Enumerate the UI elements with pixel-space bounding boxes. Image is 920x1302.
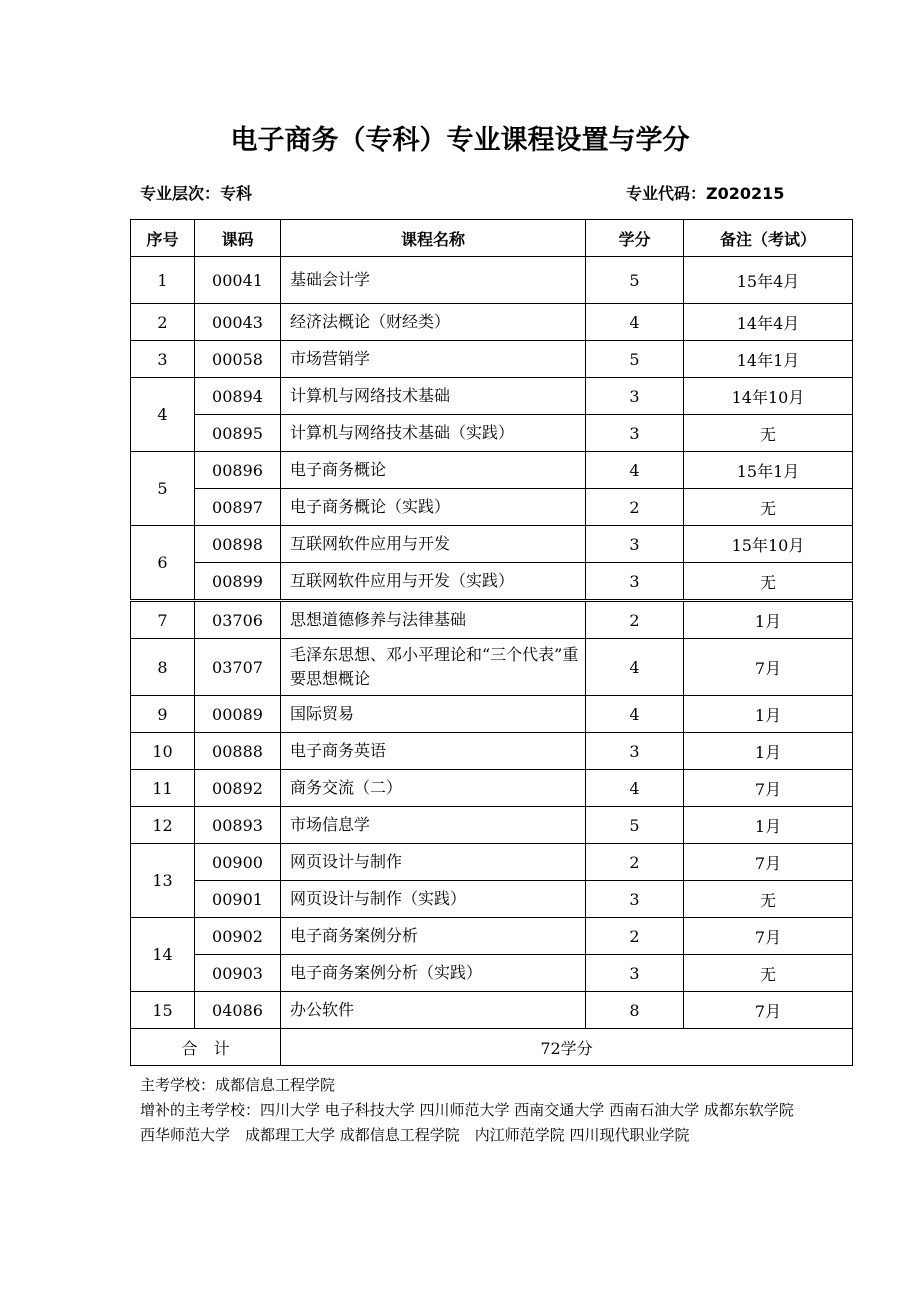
cell-credit: 3: [586, 526, 684, 563]
cell-note: 1月: [684, 733, 853, 770]
cell-note: 无: [684, 955, 853, 992]
header-name: 课程名称: [281, 220, 586, 257]
cell-code: 00898: [195, 526, 281, 563]
cell-note: 无: [684, 415, 853, 452]
cell-note: 15年1月: [684, 452, 853, 489]
cell-name: 互联网软件应用与开发（实践）: [281, 563, 586, 601]
cell-note: 14年4月: [684, 304, 853, 341]
cell-name: 电子商务案例分析: [281, 918, 586, 955]
table-row: [131, 378, 853, 415]
cell-name: 网页设计与制作: [281, 844, 586, 881]
cell-name: 市场信息学: [281, 807, 586, 844]
cell-name: 国际贸易: [281, 696, 586, 733]
cell-name: 电子商务概论（实践）: [281, 489, 586, 526]
cell-note: 1月: [684, 807, 853, 844]
cell-name: 电子商务案例分析（实践）: [281, 955, 586, 992]
cell-no: 15: [131, 992, 195, 1029]
cell-no: 10: [131, 733, 195, 770]
cell-note: 7月: [684, 992, 853, 1029]
cell-credit: 3: [586, 733, 684, 770]
cell-no: 14: [131, 918, 195, 992]
cell-code: 00903: [195, 955, 281, 992]
cell-name: 基础会计学: [281, 257, 586, 304]
table-row: [131, 639, 853, 696]
cell-note: 7月: [684, 918, 853, 955]
table-row: [131, 918, 853, 955]
table-row: [131, 844, 853, 881]
cell-code: 00888: [195, 733, 281, 770]
cell-no: 6: [131, 526, 195, 601]
table-row: [131, 733, 853, 770]
cell-code: 03707: [195, 639, 281, 696]
table-row: [131, 807, 853, 844]
header-no: 序号: [131, 220, 195, 257]
total-value: 72学分: [281, 1029, 853, 1066]
cell-credit: 4: [586, 639, 684, 696]
cell-credit: 2: [586, 601, 684, 639]
major-code: 专业代码：Z020215: [626, 184, 785, 203]
cell-code: 00897: [195, 489, 281, 526]
total-label: 合 计: [131, 1029, 281, 1066]
cell-name: 互联网软件应用与开发: [281, 526, 586, 563]
cell-no: 2: [131, 304, 195, 341]
cell-name: 经济法概论（财经类）: [281, 304, 586, 341]
cell-note: 无: [684, 489, 853, 526]
major-level: 专业层次：专科: [140, 184, 253, 203]
table-row: [131, 881, 853, 918]
cell-note: 15年4月: [684, 257, 853, 304]
cell-credit: 3: [586, 955, 684, 992]
cell-note: 14年1月: [684, 341, 853, 378]
cell-code: 00058: [195, 341, 281, 378]
cell-code: 00894: [195, 378, 281, 415]
cell-credit: 4: [586, 452, 684, 489]
table-row: [131, 770, 853, 807]
header-row: [131, 220, 853, 257]
cell-no: 9: [131, 696, 195, 733]
cell-no: 7: [131, 601, 195, 639]
cell-name: 市场营销学: [281, 341, 586, 378]
cell-note: 15年10月: [684, 526, 853, 563]
total-row: [131, 1029, 853, 1066]
cell-code: 03706: [195, 601, 281, 639]
cell-name: 办公软件: [281, 992, 586, 1029]
cell-no: 12: [131, 807, 195, 844]
cell-code: 04086: [195, 992, 281, 1029]
table-row: [131, 955, 853, 992]
cell-code: 00892: [195, 770, 281, 807]
cell-code: 00899: [195, 563, 281, 601]
cell-no: 3: [131, 341, 195, 378]
cell-note: 7月: [684, 770, 853, 807]
cell-credit: 2: [586, 844, 684, 881]
cell-name: 计算机与网络技术基础（实践）: [281, 415, 586, 452]
cell-name: 电子商务英语: [281, 733, 586, 770]
cell-note: 1月: [684, 601, 853, 639]
cell-note: 无: [684, 881, 853, 918]
table-row: [131, 696, 853, 733]
table-row: [131, 563, 853, 601]
cell-code: 00893: [195, 807, 281, 844]
table-row: [131, 601, 853, 639]
cell-credit: 2: [586, 918, 684, 955]
cell-no: 8: [131, 639, 195, 696]
cell-no: 5: [131, 452, 195, 526]
cell-no: 1: [131, 257, 195, 304]
cell-credit: 5: [586, 807, 684, 844]
cell-credit: 2: [586, 489, 684, 526]
cell-no: 4: [131, 378, 195, 452]
table-row: [131, 257, 853, 304]
cell-name: 思想道德修养与法律基础: [281, 601, 586, 639]
notes: [140, 1073, 800, 1148]
table-row: [131, 415, 853, 452]
cell-no: 13: [131, 844, 195, 918]
cell-note: 1月: [684, 696, 853, 733]
table-row: [131, 304, 853, 341]
cell-credit: 3: [586, 563, 684, 601]
cell-code: 00043: [195, 304, 281, 341]
header-note: 备注（考试）: [684, 220, 853, 257]
cell-credit: 3: [586, 378, 684, 415]
cell-credit: 5: [586, 257, 684, 304]
cell-note: 7月: [684, 844, 853, 881]
cell-name: 商务交流（二）: [281, 770, 586, 807]
cell-name: 毛泽东思想、邓小平理论和“三个代表”重要思想概论: [281, 639, 586, 696]
header-code: 课码: [195, 220, 281, 257]
cell-no: 11: [131, 770, 195, 807]
cell-credit: 4: [586, 696, 684, 733]
cell-credit: 3: [586, 881, 684, 918]
cell-code: 00896: [195, 452, 281, 489]
cell-note: 14年10月: [684, 378, 853, 415]
cell-code: 00900: [195, 844, 281, 881]
cell-name: 网页设计与制作（实践）: [281, 881, 586, 918]
table-row: [131, 452, 853, 489]
course-table: [130, 219, 853, 1066]
table-row: [131, 489, 853, 526]
table-row: [131, 341, 853, 378]
cell-name: 计算机与网络技术基础: [281, 378, 586, 415]
cell-credit: 4: [586, 304, 684, 341]
cell-code: 00901: [195, 881, 281, 918]
cell-note: 7月: [684, 639, 853, 696]
cell-credit: 8: [586, 992, 684, 1029]
cell-name: 电子商务概论: [281, 452, 586, 489]
cell-credit: 4: [586, 770, 684, 807]
cell-credit: 5: [586, 341, 684, 378]
cell-credit: 3: [586, 415, 684, 452]
page-title: 电子商务（专科）专业课程设置与学分: [230, 125, 690, 156]
table-row: [131, 992, 853, 1029]
table-row: [131, 526, 853, 563]
cell-code: 00041: [195, 257, 281, 304]
cell-code: 00902: [195, 918, 281, 955]
header-credit: 学分: [586, 220, 684, 257]
cell-code: 00895: [195, 415, 281, 452]
cell-note: 无: [684, 563, 853, 601]
main-school: 主考学校：成都信息工程学院: [140, 1076, 336, 1094]
cell-code: 00089: [195, 696, 281, 733]
extra-schools: 增补的主考学校：四川大学 电子科技大学 四川师范大学 西南交通大学 西南石油大学 成都东软学院 西华师范大学 成都理工大学 成都信息工程学院 内江师范学院 四川现代职业学院: [140, 1101, 794, 1144]
